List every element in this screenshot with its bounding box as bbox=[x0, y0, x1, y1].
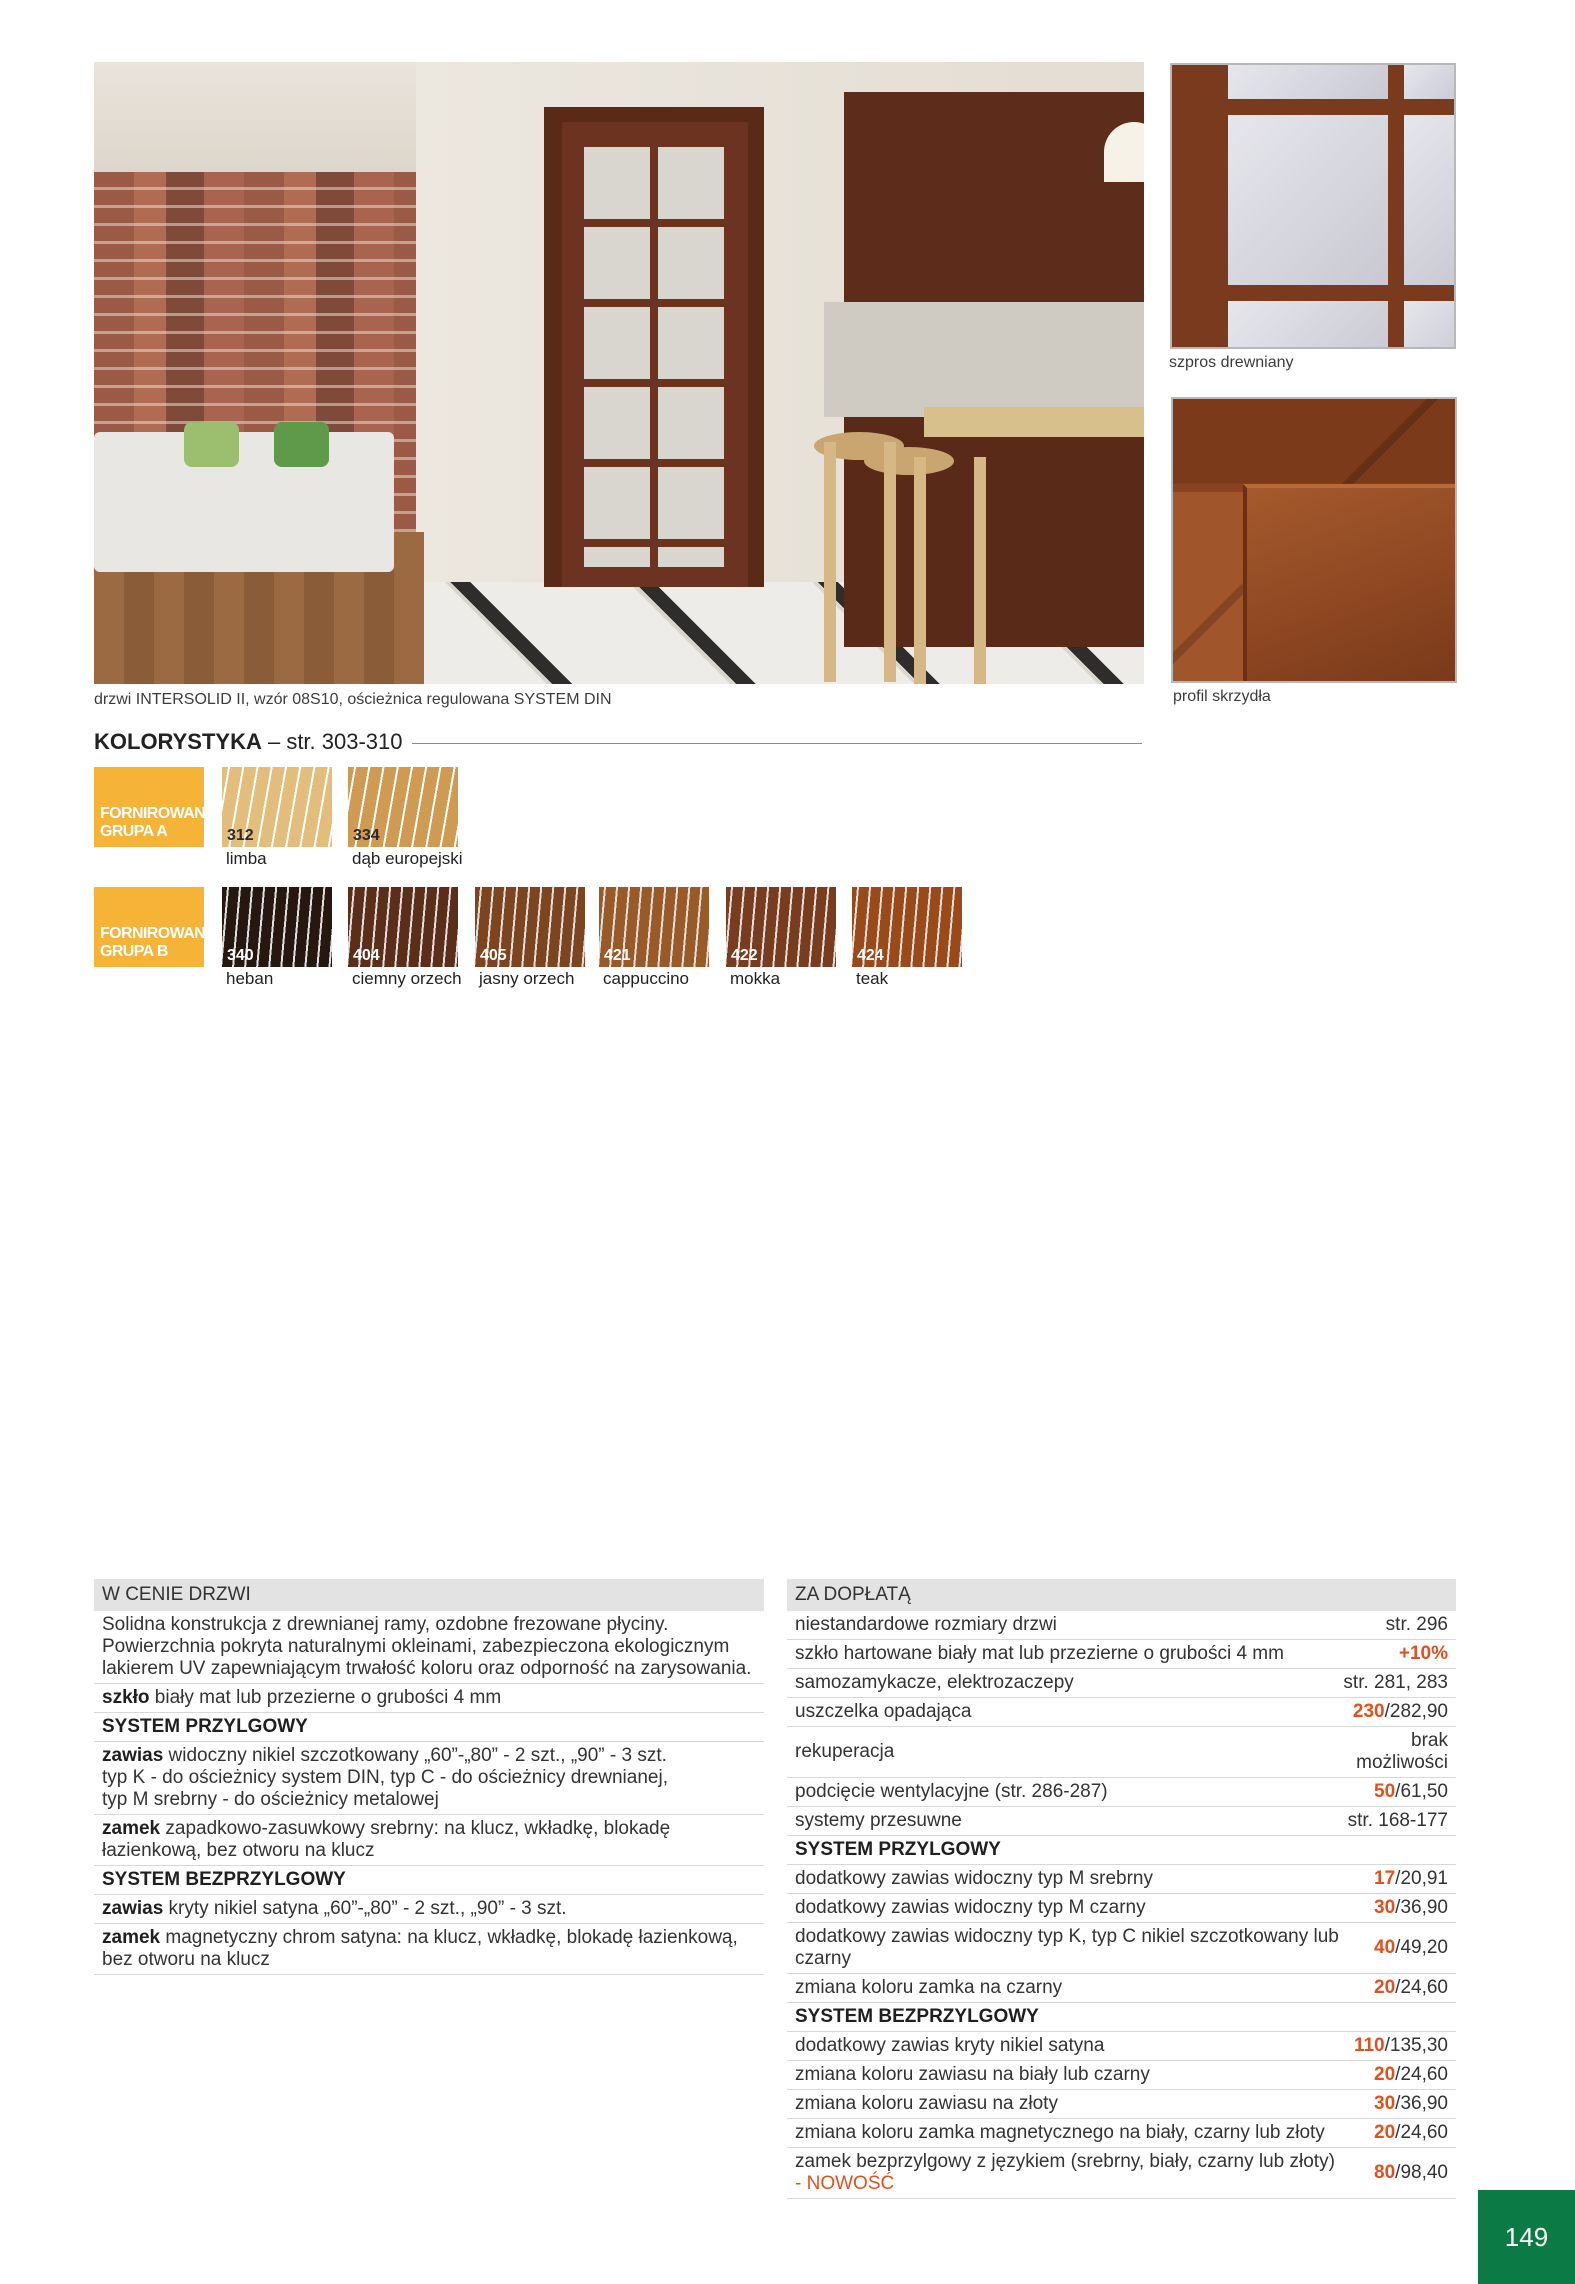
price-net: 20 bbox=[1374, 2122, 1396, 2143]
price-net: 40 bbox=[1374, 1937, 1396, 1958]
hinge-text: typ M srebrny - do ościeżnicy metalowej bbox=[102, 1789, 439, 1810]
row-value bbox=[1374, 1897, 1448, 1919]
row-label: uszczelka opadająca bbox=[795, 1701, 972, 1722]
photo-stool-leg bbox=[824, 442, 836, 682]
row-value bbox=[1374, 1868, 1448, 1890]
row-label-text: zamek bezprzylgowy z językiem (srebrny, biały, czarny lub złoty) bbox=[795, 2151, 1335, 2172]
section-title: SYSTEM PRZYLGOWY bbox=[94, 1713, 764, 1742]
table-header: ZA DOPŁATĄ bbox=[787, 1579, 1456, 1611]
price-gross: /36,90 bbox=[1395, 1897, 1448, 1918]
value-line: możliwości bbox=[1356, 1752, 1448, 1773]
table-row bbox=[787, 2148, 1456, 2199]
row-value: str. 296 bbox=[1385, 1614, 1448, 1635]
price-gross: /24,60 bbox=[1395, 1977, 1448, 1998]
table-row bbox=[787, 2061, 1456, 2090]
group-b-label bbox=[94, 887, 216, 967]
group-a-label bbox=[94, 767, 216, 847]
photo-caption: drzwi INTERSOLID II, wzór 08S10, ościeżnica regulowana SYSTEM DIN bbox=[94, 691, 612, 708]
lock-row bbox=[94, 1815, 764, 1866]
glass-pane bbox=[1404, 115, 1456, 285]
lock-label: zamek bbox=[102, 1818, 161, 1839]
color-swatch bbox=[599, 887, 709, 967]
price-gross: /61,50 bbox=[1395, 1781, 1448, 1802]
row-value bbox=[1353, 1701, 1448, 1723]
extra-cost-table bbox=[787, 1579, 1456, 2199]
price-gross: /20,91 bbox=[1395, 1868, 1448, 1889]
row-value bbox=[1374, 2162, 1448, 2184]
row-value bbox=[1374, 1937, 1448, 1959]
swatch-code: 422 bbox=[731, 947, 758, 964]
included-features-table bbox=[94, 1579, 764, 1975]
glass-label: szkło bbox=[102, 1687, 150, 1708]
price-net: 230 bbox=[1352, 1701, 1385, 1722]
glass-pane bbox=[1228, 301, 1388, 349]
swatch-name: cappuccino bbox=[603, 969, 690, 988]
page-number: 149 bbox=[1478, 2190, 1575, 2284]
section-title: SYSTEM PRZYLGOWY bbox=[787, 1836, 1456, 1865]
row-label: szkło hartowane biały mat lub przezierne o grubości 4 mm bbox=[795, 1643, 1284, 1664]
row-label: niestandardowe rozmiary drzwi bbox=[795, 1614, 1057, 1635]
row-value bbox=[1356, 1730, 1448, 1774]
hinge-label: zawias bbox=[102, 1898, 164, 1919]
price-gross: /24,60 bbox=[1395, 2122, 1448, 2143]
price-net: 30 bbox=[1374, 1897, 1396, 1918]
row-value bbox=[1374, 2064, 1448, 2086]
table-row bbox=[787, 2119, 1456, 2148]
table-row bbox=[787, 1865, 1456, 1894]
table-row bbox=[787, 1698, 1456, 1727]
kolorystyka-ref: – str. 303-310 bbox=[261, 729, 403, 754]
photo-upper-cabinets bbox=[844, 92, 1144, 302]
swatch-code: 405 bbox=[480, 947, 507, 964]
row-value bbox=[1374, 2122, 1448, 2144]
lock-text: magnetyczny chrom satyna: na klucz, wkładkę, blokadę łazienkową, bez otworu na klucz bbox=[102, 1927, 738, 1970]
hinge-row bbox=[94, 1895, 764, 1924]
divider bbox=[412, 743, 1142, 744]
profile-bevel bbox=[1243, 484, 1455, 681]
table-row bbox=[787, 1807, 1456, 1836]
price-net: 110 bbox=[1353, 2035, 1385, 2056]
value-line: brak bbox=[1411, 1730, 1448, 1751]
price-gross: /282,90 bbox=[1384, 1701, 1448, 1722]
row-value: +10% bbox=[1398, 1643, 1448, 1664]
price-gross: /98,40 bbox=[1395, 2162, 1448, 2183]
group-label-line1: FORNIROWANE bbox=[100, 805, 216, 822]
kolorystyka-title: KOLORYSTYKA bbox=[94, 729, 262, 754]
color-swatch bbox=[475, 887, 585, 967]
price-gross: /36,90 bbox=[1395, 2093, 1448, 2114]
table-row bbox=[787, 1974, 1456, 2003]
intro-text: Solidna konstrukcja z drewnianej ramy, ozdobne frezowane płyciny. Powierzchnia pokryta naturalnymi okleinami, zabezpieczona ekologicznym lakierem UV zapewniającym trwałość koloru oraz odporność na zarysowania. bbox=[94, 1611, 764, 1684]
kolorystyka-heading bbox=[94, 729, 403, 755]
profile-caption: profil skrzydła bbox=[1173, 688, 1271, 705]
mullion-caption: szpros drewniany bbox=[1169, 354, 1294, 371]
color-swatch bbox=[348, 887, 458, 967]
glass-pane bbox=[1228, 115, 1388, 285]
price-gross: /24,60 bbox=[1395, 2064, 1448, 2085]
table-row bbox=[787, 1611, 1456, 1640]
photo-stool-leg bbox=[884, 442, 896, 682]
price-net: 20 bbox=[1374, 2064, 1396, 2085]
hinge-text: typ K - do ościeżnicy system DIN, typ C - do ościeżnicy drewnianej, bbox=[102, 1767, 668, 1788]
swatch-name: teak bbox=[856, 969, 889, 988]
table-row bbox=[787, 1727, 1456, 1778]
photo-backsplash bbox=[824, 302, 1144, 417]
price-net: 17 bbox=[1374, 1868, 1396, 1889]
color-swatch bbox=[348, 767, 458, 847]
color-swatch bbox=[852, 887, 962, 967]
group-label-line2: GRUPA A bbox=[100, 823, 168, 840]
section-title: SYSTEM BEZPRZYLGOWY bbox=[787, 2003, 1456, 2032]
lock-text: zapadkowo-zasuwkowy srebrny: na klucz, wkładkę, blokadę łazienkową, bez otworu na klucz bbox=[102, 1818, 671, 1861]
row-label: dodatkowy zawias widoczny typ M srebrny bbox=[795, 1868, 1153, 1889]
price-gross: /135,30 bbox=[1384, 2035, 1448, 2056]
photo-stool-leg bbox=[974, 457, 986, 684]
row-label: samozamykacze, elektrozaczepy bbox=[795, 1672, 1074, 1693]
row-label: dodatkowy zawias kryty nikiel satyna bbox=[795, 2035, 1105, 2056]
section-title: SYSTEM BEZPRZYLGOWY bbox=[94, 1866, 764, 1895]
row-value bbox=[1374, 1977, 1448, 1999]
row-value: str. 168-177 bbox=[1347, 1810, 1448, 1831]
group-label-line2: GRUPA B bbox=[100, 943, 168, 960]
swatch-name: ciemny orzech bbox=[352, 969, 462, 988]
swatch-name: mokka bbox=[730, 969, 781, 988]
door-interior-photo bbox=[94, 62, 1144, 684]
row-value bbox=[1374, 1781, 1448, 1803]
lock-label: zamek bbox=[102, 1927, 161, 1948]
row-label: zmiana koloru zawiasu na biały lub czarny bbox=[795, 2064, 1150, 2085]
table-header: W CENIE DRZWI bbox=[94, 1579, 764, 1611]
row-label: dodatkowy zawias widoczny typ M czarny bbox=[795, 1897, 1146, 1918]
hinge-text: widoczny nikiel szczotkowany „60”-„80” - 2 szt., „90” - 3 szt. bbox=[163, 1745, 667, 1766]
color-swatch bbox=[726, 887, 836, 967]
glass-text: biały mat lub przezierne o grubości 4 mm bbox=[149, 1687, 502, 1708]
row-value bbox=[1354, 2035, 1448, 2057]
photo-stool-seat bbox=[864, 447, 954, 475]
swatch-code: 312 bbox=[227, 827, 254, 844]
swatch-name: heban bbox=[226, 969, 274, 988]
glass-row bbox=[94, 1684, 764, 1713]
mullion-detail-photo bbox=[1170, 63, 1456, 349]
table-row bbox=[787, 1640, 1456, 1669]
table-row bbox=[787, 1778, 1456, 1807]
table-row bbox=[787, 1894, 1456, 1923]
new-badge: - NOWOŚĆ bbox=[795, 2173, 895, 2194]
row-label: dodatkowy zawias widoczny typ K, typ C nikiel szczotkowany lub czarny bbox=[795, 1926, 1339, 1969]
price-net: 80 bbox=[1374, 2162, 1396, 2183]
color-swatch bbox=[222, 767, 332, 847]
swatch-code: 334 bbox=[353, 827, 380, 844]
photo-stool-leg bbox=[914, 457, 926, 684]
table-row bbox=[787, 2032, 1456, 2061]
lock-row bbox=[94, 1924, 764, 1975]
row-label bbox=[795, 2151, 1374, 2195]
price-net: 50 bbox=[1374, 1781, 1396, 1802]
photo-door-glass bbox=[584, 147, 724, 567]
photo-counter bbox=[924, 407, 1144, 437]
swatch-name: dąb europejski bbox=[352, 849, 463, 868]
hinge-row bbox=[94, 1742, 764, 1815]
swatch-code: 404 bbox=[353, 947, 380, 964]
glass-pane bbox=[1228, 65, 1388, 99]
row-label: zmiana koloru zawiasu na złoty bbox=[795, 2093, 1058, 2114]
group-label-line1: FORNIROWANE bbox=[100, 925, 216, 942]
row-value bbox=[1374, 2093, 1448, 2115]
swatch-code: 424 bbox=[857, 947, 884, 964]
photo-pillow bbox=[184, 422, 239, 467]
swatch-code: 421 bbox=[604, 947, 631, 964]
swatch-name: limba bbox=[226, 849, 267, 868]
glass-pane bbox=[1404, 65, 1456, 99]
table-row bbox=[787, 1669, 1456, 1698]
table-row bbox=[787, 2090, 1456, 2119]
row-label: podcięcie wentylacyjne (str. 286-287) bbox=[795, 1781, 1108, 1802]
price-net: 30 bbox=[1374, 2093, 1396, 2114]
row-value: str. 281, 283 bbox=[1343, 1672, 1448, 1693]
row-label: zmiana koloru zamka magnetycznego na biały, czarny lub złoty bbox=[795, 2122, 1325, 2143]
photo-sofa bbox=[94, 432, 394, 572]
row-label: rekuperacja bbox=[795, 1741, 895, 1762]
profile-detail-photo bbox=[1171, 397, 1457, 683]
swatch-code: 340 bbox=[227, 947, 254, 964]
price-net: 20 bbox=[1374, 1977, 1396, 1998]
glass-pane bbox=[1404, 301, 1456, 349]
photo-pillow bbox=[274, 422, 329, 467]
hinge-label: zawias bbox=[102, 1745, 164, 1766]
price-gross: /49,20 bbox=[1395, 1937, 1448, 1958]
swatch-name: jasny orzech bbox=[479, 969, 575, 988]
row-label: zmiana koloru zamka na czarny bbox=[795, 1977, 1063, 1998]
table-row bbox=[787, 1923, 1456, 1974]
color-swatch bbox=[222, 887, 332, 967]
row-label: systemy przesuwne bbox=[795, 1810, 962, 1831]
hinge-text: kryty nikiel satyna „60”-„80” - 2 szt., „90” - 3 szt. bbox=[163, 1898, 567, 1919]
